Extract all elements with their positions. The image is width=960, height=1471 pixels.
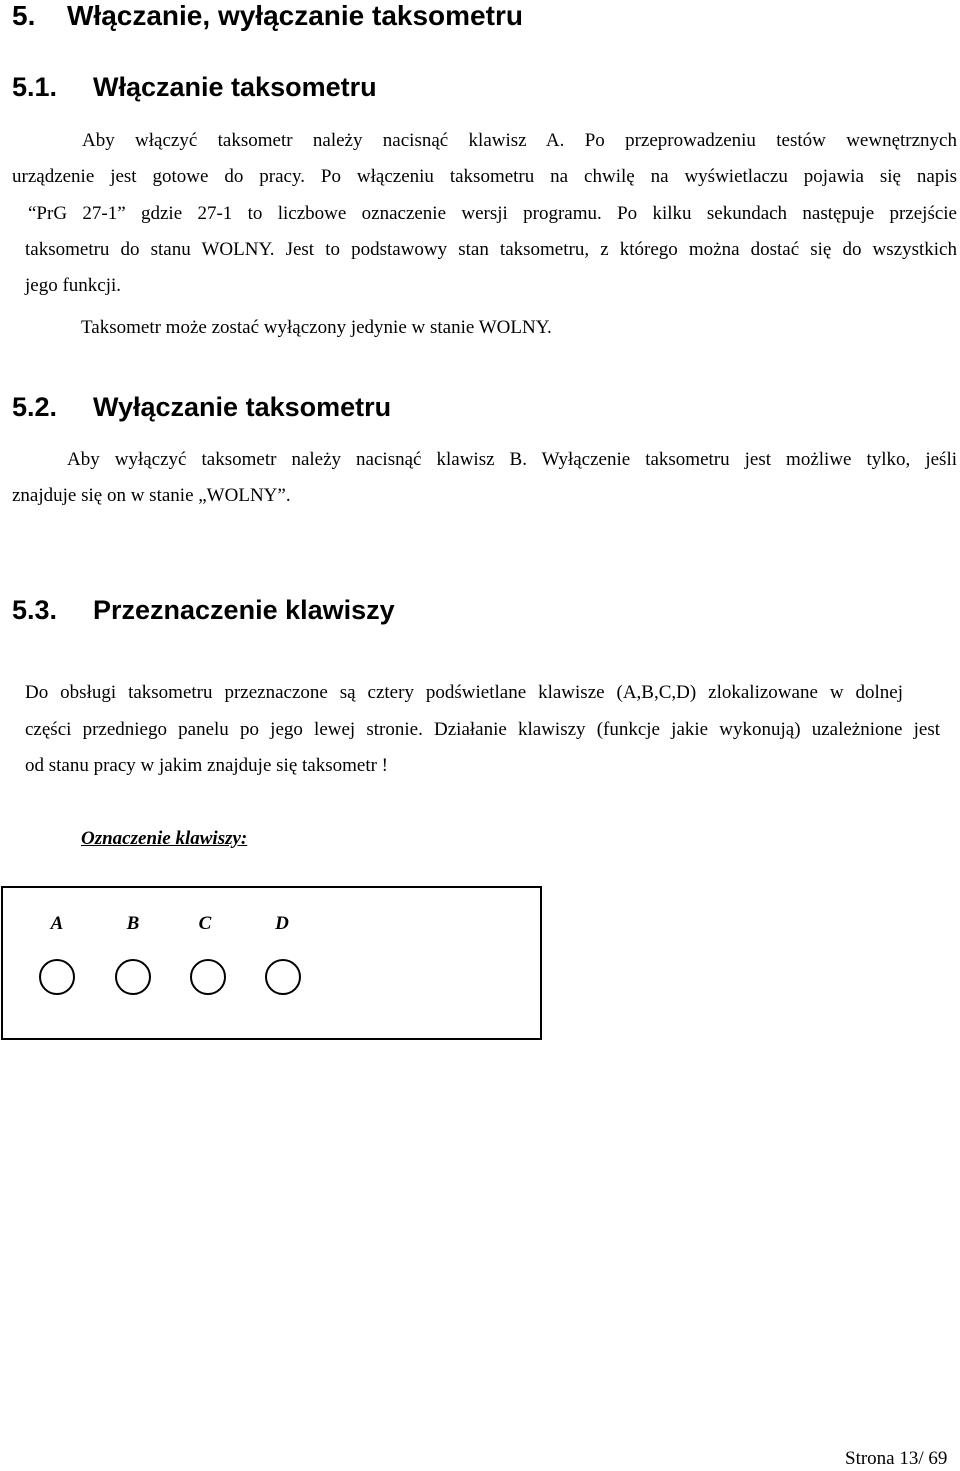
keys-heading: Oznaczenie klawiszy: bbox=[81, 828, 248, 849]
key-a-circle-icon bbox=[39, 959, 75, 995]
section-5-3-heading bbox=[0, 593, 600, 627]
paragraph-line: taksometru do stanu WOLNY. Jest to podstawowy stan taksometru, z którego można dostać się do wszystkich bbox=[25, 239, 957, 260]
section-5-title: Włączanie, wyłączanie taksometru bbox=[67, 0, 523, 31]
key-c-circle-icon bbox=[190, 959, 226, 995]
paragraph-line: znajduje się on w stanie „WOLNY”. bbox=[12, 485, 291, 506]
section-5-2-title: Wyłączanie taksometru bbox=[93, 392, 392, 422]
note-text: Taksometr może zostać wyłączony jedynie w stanie WOLNY. bbox=[81, 317, 552, 338]
section-5-1-heading bbox=[0, 70, 600, 104]
paragraph-line: Aby wyłączyć taksometr należy nacisnąć klawisz B. Wyłączenie taksometru jest możliwe tylko, jeśli bbox=[67, 449, 957, 470]
key-label-c: C bbox=[198, 913, 212, 934]
paragraph-line: “PrG 27-1” gdzie 27-1 to liczbowe oznaczenie wersji programu. Po kilku sekundach następuje przejście bbox=[28, 203, 957, 224]
paragraph-line: jego funkcji. bbox=[25, 275, 122, 296]
section-5-3-title: Przeznaczenie klawiszy bbox=[93, 595, 395, 625]
paragraph-line: od stanu pracy w jakim znajduje się taksometr ! bbox=[25, 755, 389, 776]
section-5-2-heading bbox=[0, 390, 600, 424]
section-5-3-number: 5.3. bbox=[12, 595, 58, 625]
section-5-number: 5. bbox=[12, 0, 36, 31]
key-b-circle-icon bbox=[115, 959, 151, 995]
section-5-heading bbox=[0, 0, 600, 33]
key-label-a: A bbox=[50, 913, 64, 934]
key-label-b: B bbox=[126, 913, 140, 934]
paragraph-line: Do obsługi taksometru przeznaczone są cztery podświetlane klawisze (A,B,C,D) zlokalizowane w dolnej bbox=[25, 682, 903, 703]
section-5-1-number: 5.1. bbox=[12, 72, 58, 102]
paragraph-line: Aby włączyć taksometr należy nacisnąć klawisz A. Po przeprowadzeniu testów wewnętrznych bbox=[82, 130, 957, 151]
section-5-1-title: Włączanie taksometru bbox=[93, 72, 377, 102]
key-label-d: D bbox=[275, 913, 289, 934]
page-number: Strona 13/ 69 bbox=[845, 1448, 948, 1469]
paragraph-line: urządzenie jest gotowe do pracy. Po włączeniu taksometru na chwilę na wyświetlaczu pojawia się napis bbox=[12, 166, 957, 187]
paragraph-line: części przedniego panelu po jego lewej stronie. Działanie klawiszy (funkcje jakie wykonują) uzależnione jest bbox=[25, 719, 940, 740]
key-d-circle-icon bbox=[265, 959, 301, 995]
section-5-2-number: 5.2. bbox=[12, 392, 58, 422]
